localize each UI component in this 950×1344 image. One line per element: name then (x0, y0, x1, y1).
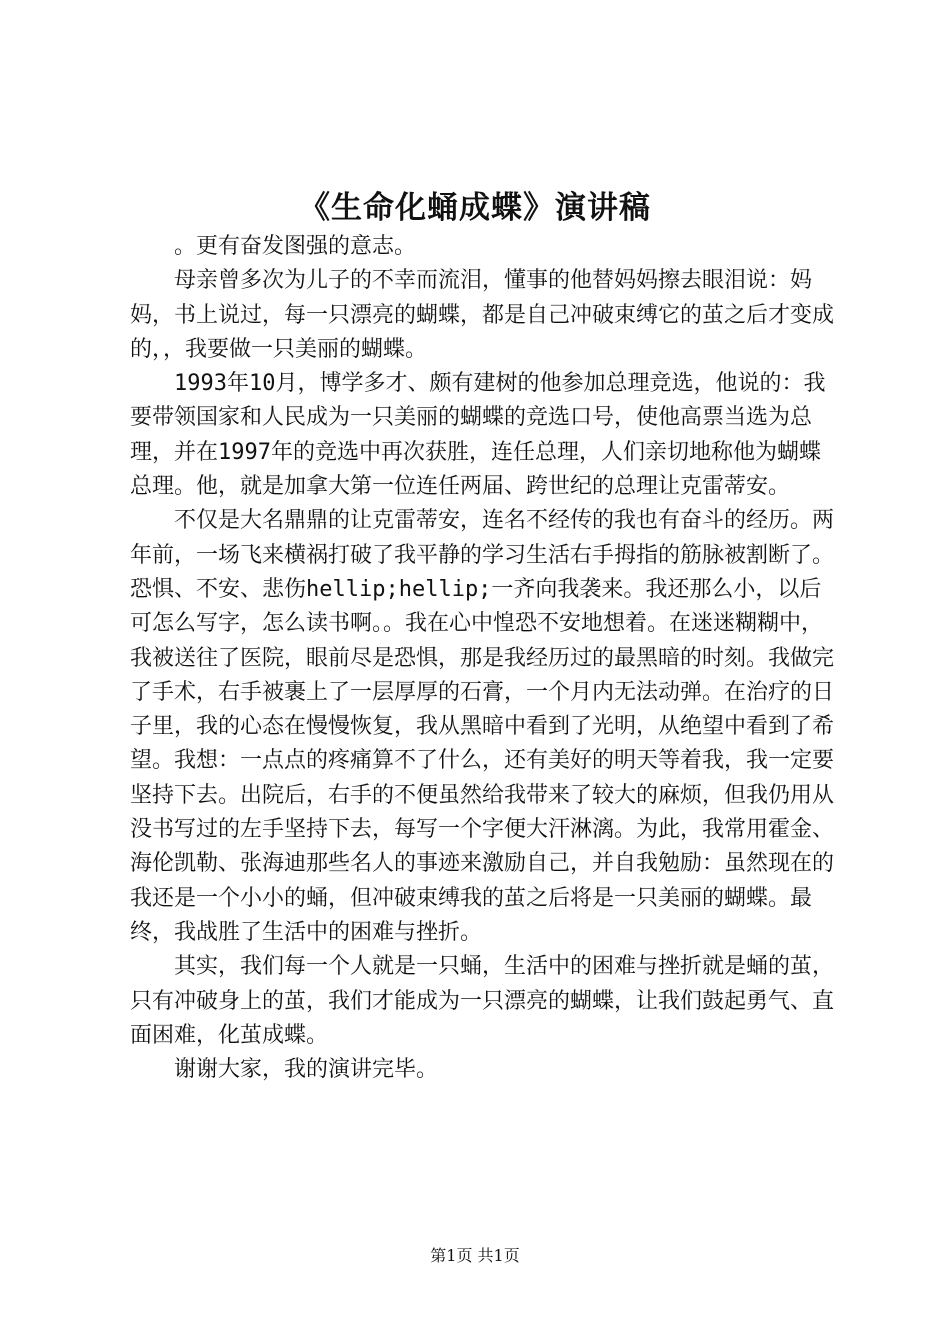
page-number-footer: 第1页 共1页 (430, 1246, 520, 1265)
paragraph-election: 1993年10月，博学多才、颇有建树的他参加总理竞选，他说的：我要带领国家和人民成为一只美丽的蝴蝶的竞选口号，使他高票当选为总理，并在1997年的竞选中再次获胜，连任总理，人们亲切地称他为蝴蝶总理。他，就是加拿大第一位连任两届、跨世纪的总理让克雷蒂安。 (130, 371, 826, 500)
paragraph-conclusion: 其实，我们每一个人就是一只蛹，生活中的困难与挫折就是蛹的茧，只有冲破身上的茧，我们才能成为一只漂亮的蝴蝶，让我们鼓起勇气、直面困难，化茧成蝶。 (130, 954, 835, 1048)
paragraph-closing: 谢谢大家，我的演讲完毕。 (174, 1057, 439, 1083)
paragraph-personal-experience: 不仅是大名鼎鼎的让克雷蒂安，连名不经传的我也有奋斗的经历。两年前，一场飞来横祸打破了我平静的学习生活右手拇指的筋脉被割断了。恐惧、不安、悲伤hellip;hellip;一齐向我袭来。我还那么小，以后可怎么写字，怎么读书啊。。我在心中惶恐不安地想着。在迷迷糊糊中，我被送往了医院，眼前尽是恐惧，那是我经历过的最黑暗的时刻。我做完了手术，右手被裹上了一层厚厚的石膏，一个月内无法动弹。在治疗的日子里，我的心态在慢慢恢复，我从黑暗中看到了光明，从绝望中看到了希望。我想：一点点的疼痛算不了什么，还有美好的明天等着我，我一定要坚持下去。出院后，右手的不便虽然给我带来了较大的麻烦，但我仍用从没书写过的左手坚持下去，每写一个字便大汗淋漓。为此，我常用霍金、海伦凯勒、张海迪那些名人的事迹来激励自己，并自我勉励：虽然现在的我还是一个小小的蛹，但冲破束缚我的茧之后将是一只美丽的蝴蝶。最终，我战胜了生活中的困难与挫折。 (130, 508, 835, 945)
document-title: 《生命化蛹成蝶》演讲稿 (299, 190, 651, 226)
paragraph-mother: 母亲曾多次为儿子的不幸而流泪，懂事的他替妈妈擦去眼泪说：妈妈，书上说过，每一只漂亮的蝴蝶，都是自己冲破束缚它的茧之后才变成的，，我要做一只美丽的蝴蝶。 (130, 268, 835, 362)
paragraph-opening: 。更有奋发图强的意志。 (174, 234, 417, 259)
document-body (130, 230, 842, 1087)
